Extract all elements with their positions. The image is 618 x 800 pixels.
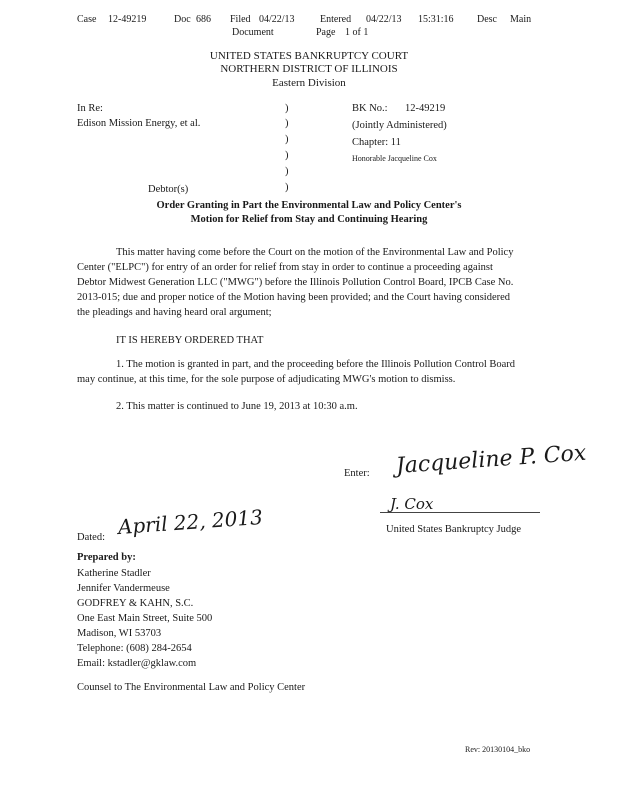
filed-label: Filed — [230, 14, 251, 25]
body-line: may continue, at this time, for the sole purpose of adjudicating MWG's motion to dismiss. — [77, 374, 456, 385]
caption-paren: ) — [285, 182, 289, 193]
order-title-line2: Motion for Relief from Stay and Continuing Hearing — [190, 214, 428, 225]
page-count: 1 of 1 — [345, 27, 369, 38]
preparer-line: Jennifer Vandermeuse — [77, 583, 170, 594]
enter-label: Enter: — [344, 468, 370, 479]
bk-label: BK No.: — [352, 103, 388, 114]
caption-paren: ) — [285, 118, 289, 129]
dated-label: Dated: — [77, 532, 105, 543]
case-label: Case — [77, 14, 97, 25]
page-label: Page — [316, 27, 336, 38]
preparer-line: One East Main Street, Suite 500 — [77, 613, 213, 624]
preparer-line: Katherine Stadler — [77, 568, 151, 579]
debtor-label: Debtor(s) — [148, 184, 189, 195]
court-district: NORTHERN DISTRICT OF ILLINOIS — [220, 63, 398, 75]
judge-title: United States Bankruptcy Judge — [386, 524, 522, 535]
caption-paren: ) — [285, 166, 289, 177]
document-label: Document — [232, 27, 274, 38]
preparer-line: GODFREY & KAHN, S.C. — [77, 598, 194, 609]
body-line: Center ("ELPC") for entry of an order for relief from stay in order to continue a proceeding against — [77, 262, 493, 273]
counsel-line: Counsel to The Environmental Law and Policy Center — [77, 682, 306, 693]
desc-label: Desc — [477, 14, 497, 25]
court-division: Eastern Division — [272, 77, 346, 89]
judge-initials: J. Cox — [390, 495, 434, 513]
body-line: Debtor Midwest Generation LLC ("MWG") before the Illinois Pollution Control Board, IPCB Case No. — [77, 277, 514, 288]
bk-number: 12-49219 — [405, 103, 446, 114]
body-line: 2013-015; due and proper notice of the Motion having been provided; and the Court having considered — [77, 292, 511, 303]
judge-name: Honorable Jacqueline Cox — [352, 154, 437, 163]
preparer-line: Madison, WI 53703 — [77, 628, 162, 639]
case-number: 12-49219 — [108, 14, 147, 25]
court-name: UNITED STATES BANKRUPTCY COURT — [209, 50, 409, 62]
prepared-by-label: Prepared by: — [77, 552, 136, 563]
judge-signature: Jacqueline P. Cox — [395, 440, 588, 479]
entered-label: Entered — [320, 14, 352, 25]
doc-number: 686 — [196, 14, 211, 25]
caption-paren: ) — [285, 150, 289, 161]
jointly-administered: (Jointly Administered) — [352, 120, 447, 131]
caption-paren: ) — [285, 103, 289, 114]
preparer-email: Email: kstadler@gklaw.com — [77, 658, 197, 669]
order-item-2: 2. This matter is continued to June 19, 2013 at 10:30 a.m. — [116, 401, 358, 412]
order-title-line1: Order Granting in Part the Environmental Law and Policy Center's — [156, 200, 462, 211]
handwritten-date: April 22, 2013 — [117, 504, 264, 539]
in-re-label: In Re: — [77, 103, 103, 114]
main-label: Main — [510, 14, 532, 25]
revision-footer: Rev: 20130104_bko — [465, 745, 531, 754]
doc-label: Doc — [174, 14, 191, 25]
signature-line — [380, 512, 540, 513]
body-line: the pleadings and having heard oral argument; — [77, 307, 272, 318]
preparer-line: Telephone: (608) 284-2654 — [77, 643, 192, 654]
caption-paren: ) — [285, 134, 289, 145]
body-line: This matter having come before the Court on the motion of the Environmental Law and Policy — [116, 247, 514, 258]
filed-date: 04/22/13 — [259, 14, 295, 25]
ordered-heading: IT IS HEREBY ORDERED THAT — [116, 335, 264, 346]
entered-date: 04/22/13 — [366, 14, 402, 25]
entered-time: 15:31:16 — [418, 14, 454, 25]
chapter: Chapter: 11 — [352, 137, 401, 148]
body-line: 1. The motion is granted in part, and the proceeding before the Illinois Pollution Control Board — [116, 359, 516, 370]
debtor-name: Edison Mission Energy, et al. — [77, 118, 201, 129]
